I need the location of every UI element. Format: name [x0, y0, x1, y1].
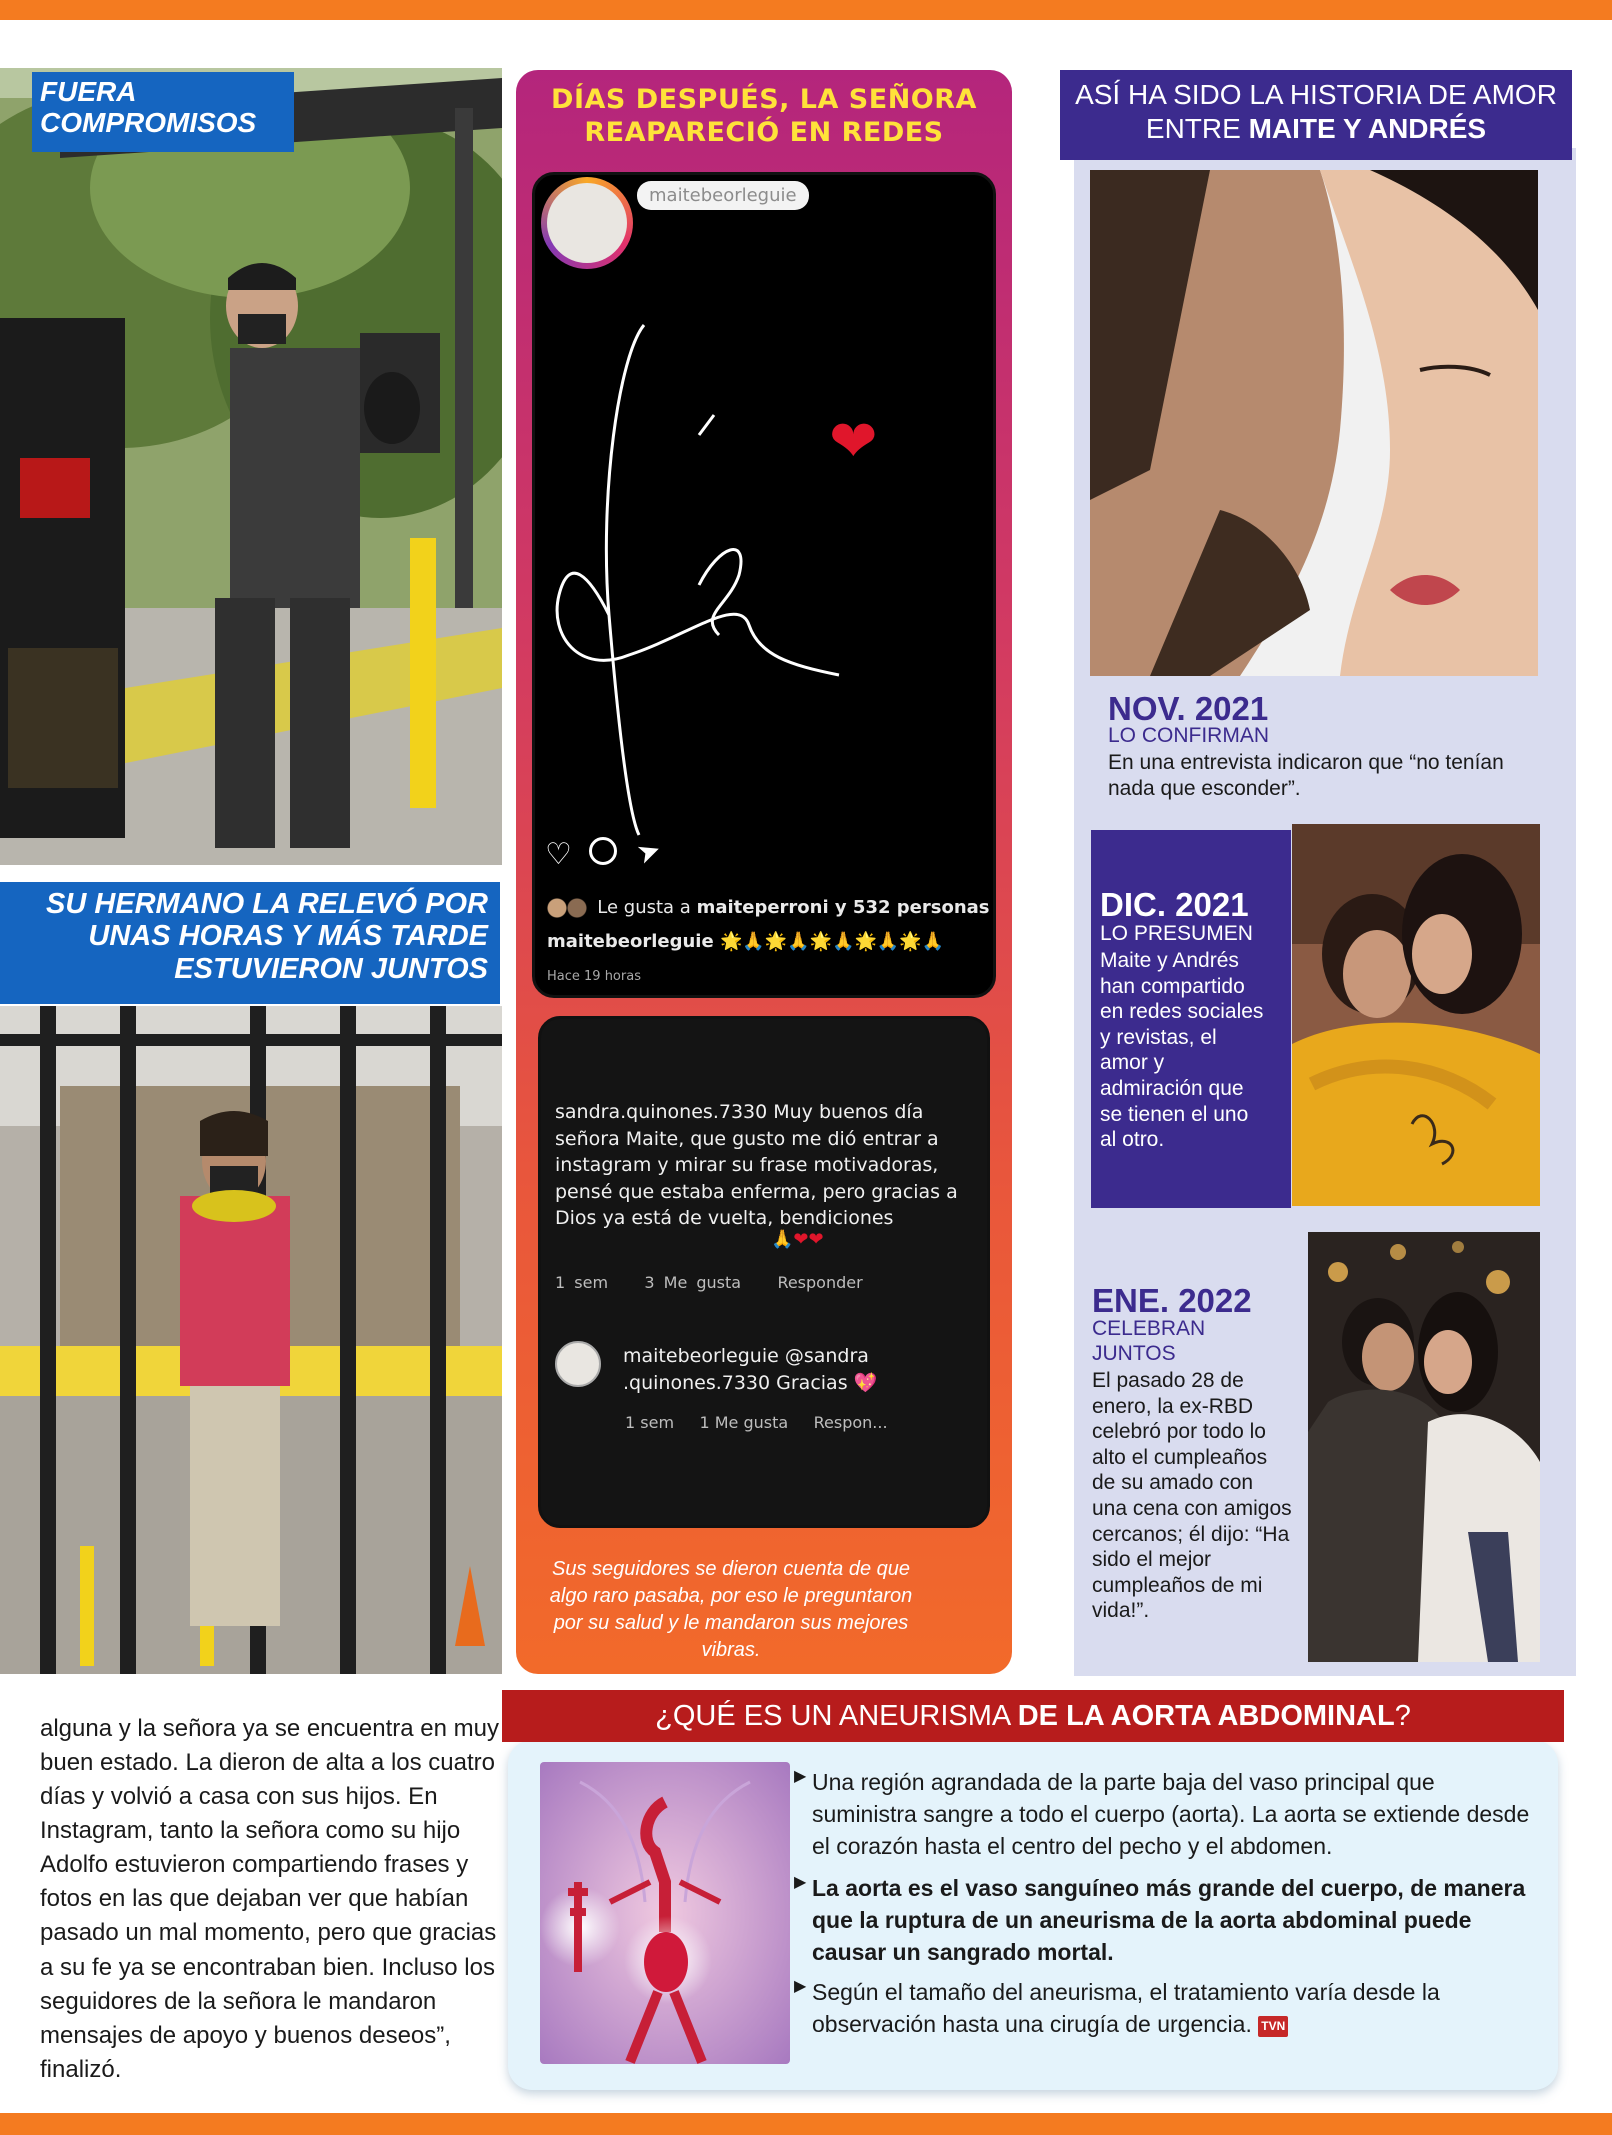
reply-text-block [623, 1343, 923, 1396]
story-head-line2-pre: ENTRE [1145, 112, 1249, 144]
bullet-arrow-icon: ▶ [794, 1874, 807, 1891]
entry-dic-date: DIC. 2021 [1100, 886, 1249, 923]
photo-man-parking [0, 68, 502, 865]
pink-heart-icon: 💖 [853, 1371, 878, 1394]
tag-fuera-compromisos [32, 72, 294, 152]
instagram-post-screenshot [532, 172, 996, 998]
instagram-brand-vertical [1020, 1480, 1060, 1670]
post-likes-line [547, 897, 990, 918]
aneurisma-item-3 [794, 1976, 1542, 2040]
instagram-panel-title [516, 84, 1012, 150]
article-text: alguna y la señora ya se encuentra en muy buen estado. La dieron de alta a los cuatro días y volvió a casa con sus hijos. En Instagram, tanto la señora como su hijo Adolfo estuvieron compartiendo frases y fotos en las que dejaban ver que habían pasado un mal momento, pero que gracias a su fe ya se encontraban bien. Incluso los seguidores de la señora le mandaron mensajes de apoyo y buenos deseos”, finalizó. [40, 1715, 499, 2083]
tag-hermano-text: SU HERMANO LA RELEVÓ POR UNAS HORAS Y MÁS TARDE ESTUVIERON JUNTOS [45, 888, 488, 985]
entry-nov-sub: LO CONFIRMAN [1108, 724, 1270, 747]
caption-user[interactable]: maitebeorleguie [547, 931, 714, 952]
instagram-caption-text: Sus seguidores se dieron cuenta de que algo raro pasaba, por eso le preguntaron por su salud y le mandaron sus mejores vibras. [549, 1558, 913, 1661]
aneurisma-item-2-text: La aorta es el vaso sanguíneo más grande del cuerpo, de manera que la ruptura de un aneurisma de la aorta abdominal puede causar un sangrado mortal. [812, 1875, 1526, 1966]
liker-avatars [547, 898, 591, 918]
reply-time: 1 sem [625, 1413, 675, 1432]
top-accent-bar [0, 0, 1612, 20]
heart-emoji-icon: ❤ [829, 409, 878, 474]
comment-text: sandra.quinones.7330 Muy buenos día señora Maite, que gusto me dió entrar a instagram y mirar su frase motivadoras, pensé que estaba enferma, pero gracias a Dios ya está de vuelta, bendiciones [555, 1101, 958, 1230]
aneurisma-item-1 [794, 1766, 1542, 1863]
likes-prefix: Le gusta a [597, 897, 697, 918]
aneurisma-head-post: ? [1394, 1700, 1411, 1732]
aneurisma-item-1-text: Una región agrandada de la parte baja del vaso principal que suministra sangre a todo el cuerpo (aorta). La aorta se extiende desde el corazón hasta el centro del pecho y el abdomen. [812, 1769, 1530, 1860]
share-icon[interactable]: ➤ [632, 832, 666, 871]
reply-meta [625, 1413, 888, 1432]
aneurisma-head-pre: ¿QUÉ ES UN ANEURISMA [655, 1700, 1018, 1732]
reply-user[interactable]: maitebeorleguie [623, 1345, 779, 1367]
post-time: Hace 19 horas [547, 969, 641, 984]
aorta-illustration [540, 1762, 790, 2064]
caption-emojis: 🌟🙏🌟🙏🌟🙏🌟🙏🌟🙏 [719, 931, 945, 952]
story-panel-header [1060, 70, 1572, 160]
entry-dic-sub: LO PRESUMEN [1100, 922, 1253, 945]
aneurisma-header [502, 1690, 1564, 1742]
entry-dic-body: Maite y Andrés han compartido en redes sociales y revistas, el amor y admiración que se tienen el uno al otro. [1100, 949, 1264, 1152]
entry-ene-sub: CELEBRAN JUNTOS [1092, 1317, 1206, 1366]
likes-user[interactable]: maiteperroni [696, 897, 829, 918]
instagram-caption [546, 1556, 916, 1664]
photo-brother-walking [0, 1006, 502, 1674]
reply-likes[interactable]: 1 Me gusta [699, 1413, 789, 1432]
instagram-title-text: DÍAS DESPUÉS, LA SEÑORA REAPARECIÓ EN REDES [551, 84, 977, 148]
comment-reply-button[interactable]: Responder [777, 1273, 863, 1292]
story-head-line1: ASÍ HA SIDO LA HISTORIA DE AMOR [1075, 79, 1557, 110]
story-head-line2 [1060, 112, 1572, 146]
post-username[interactable]: maitebeorleguie [637, 181, 809, 210]
bottom-accent-bar [0, 2113, 1612, 2135]
comment-likes[interactable]: 3 Me gusta [644, 1273, 742, 1292]
likes-suffix: y 532 personas [828, 897, 990, 918]
tag-fuera-text: FUERA COMPROMISOS [40, 76, 257, 139]
story-head-line2-bold: MAITE Y ANDRÉS [1248, 112, 1487, 144]
aneurisma-head-bold: DE LA AORTA ABDOMINAL [1017, 1700, 1395, 1732]
comment-icon[interactable] [589, 837, 617, 865]
instagram-brand-text: Instagram [1018, 1480, 1056, 1666]
photo-couple-birthday [1308, 1232, 1540, 1662]
reply-avatar [555, 1341, 601, 1387]
instagram-comment-screenshot [538, 1016, 990, 1528]
comment-emojis: 🙏❤❤ [771, 1229, 824, 1249]
entry-ene-body: El pasado 28 de enero, la ex-RBD celebró por todo lo alto el cumpleaños de su amado con una cena con amigos cercanos; él dijo: “Ha sido el mejor cumpleaños de mi vida!”. [1092, 1369, 1292, 1623]
handwritten-fe-image [549, 295, 849, 855]
photo-couple-hug [1292, 824, 1540, 1206]
bullet-arrow-icon: ▶ [794, 1768, 807, 1785]
bullet-arrow-icon: ▶ [794, 1978, 807, 1995]
photo-couple-closeup [1090, 170, 1538, 676]
entry-ene-date: ENE. 2022 [1092, 1282, 1252, 1319]
entry-nov-body: En una entrevista indicaron que “no tenían nada que esconder”. [1108, 751, 1504, 800]
tvn-logo: TVN [1258, 2016, 1288, 2037]
comment-meta [555, 1273, 863, 1292]
aneurisma-item-3-text: Según el tamaño del aneurisma, el tratamiento varía desde la observación hasta una cirugía de urgencia. [812, 1979, 1440, 2038]
reply-reply-button[interactable]: Respon... [813, 1413, 888, 1432]
aneurisma-item-2 [794, 1872, 1542, 1969]
profile-avatar [541, 177, 633, 269]
reply-text: @sandra .quinones.7330 Gracias [623, 1345, 869, 1394]
comment-time: 1 sem [555, 1273, 609, 1292]
tag-hermano [0, 882, 500, 1004]
like-heart-icon[interactable]: ♡ [545, 838, 572, 871]
post-caption-line [547, 931, 944, 952]
entry-nov-date: NOV. 2021 [1108, 690, 1269, 727]
